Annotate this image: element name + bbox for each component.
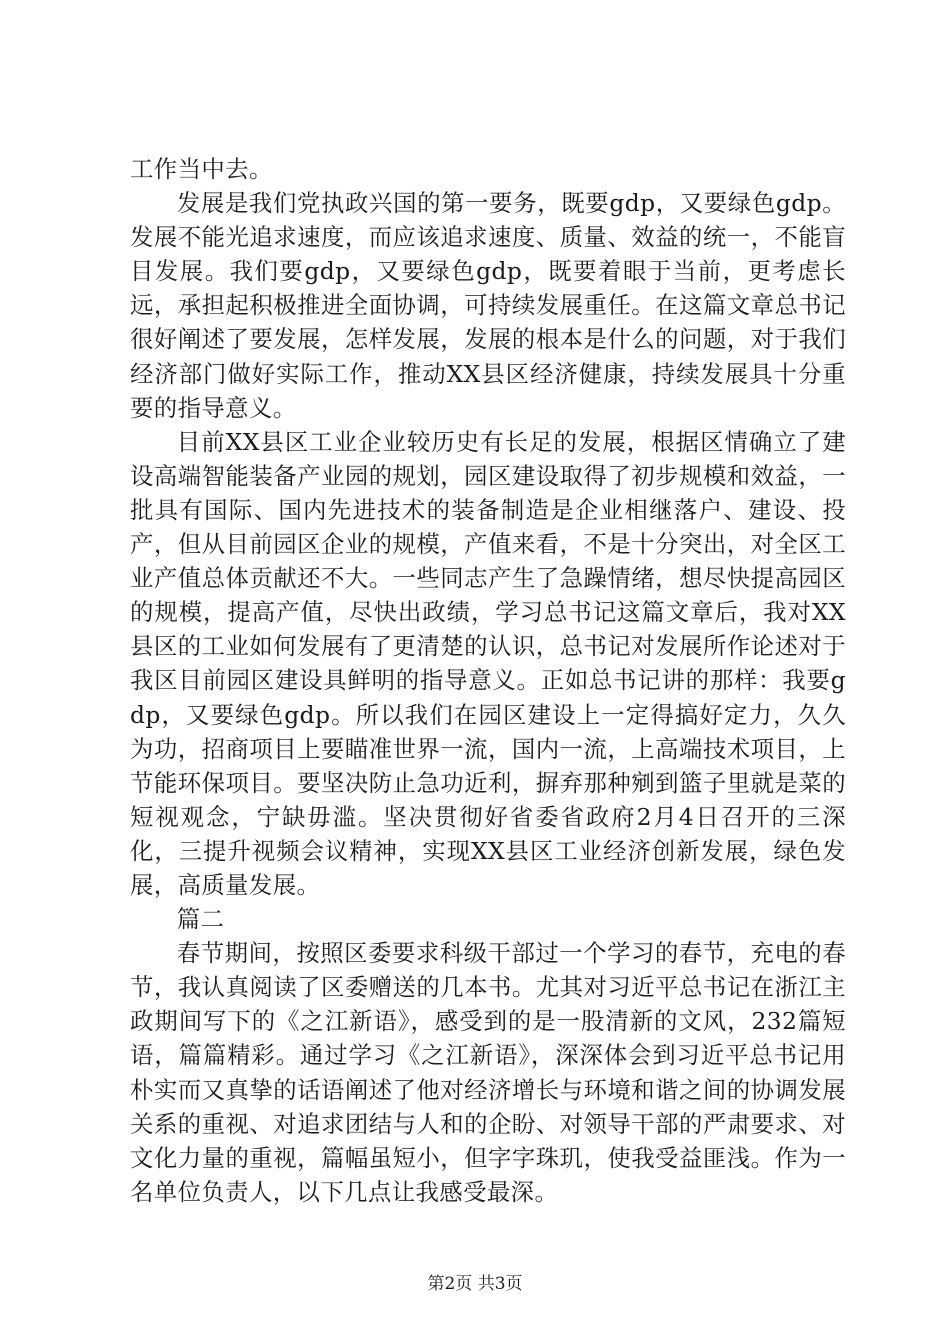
document-body: [130, 152, 846, 1209]
paragraph-development: 发展是我们党执政兴国的第一要务，既要gdp，又要绿色gdp。发展不能光追求速度，而应该追求速度、质量、效益的统一，不能盲目发展。我们要gdp，又要绿色gdp，既要着眼于当前，更考虑长远，承担起积极推进全面协调，可持续发展重任。在这篇文章总书记很好阐述了要发展，怎样发展，发展的根本是什么的问题，对于我们经济部门做好实际工作，推动XX县区经济健康，持续发展具十分重要的指导意义。: [130, 189, 846, 422]
page-number-indicator: 第2页 共3页: [427, 1274, 523, 1294]
paragraph-continuation: 工作当中去。: [130, 155, 273, 183]
section-heading-part-two: 篇二: [176, 905, 225, 934]
paragraph-spring-festival-study: 春节期间，按照区委要求科级干部过一个学习的春节，充电的春节，我认真阅读了区委赠送的几本书。尤其对习近平总书记在浙江主政期间写下的《之江新语》，感受到的是一股清新的文风，232篇短语，篇篇精彩。通过学习《之江新语》，深深体会到习近平总书记用朴实而又真挚的话语阐述了他对经济增长与环境和谐之间的协调发展关系的重视、对追求团结与人和的企盼、对领导干部的严肃要求、对文化力量的重视，篇幅虽短小，但字字珠玑，使我受益匪浅。作为一名单位负责人，以下几点让我感受最深。: [130, 939, 846, 1206]
paragraph-industrial-park: 目前XX县区工业企业较历史有长足的发展，根据区情确立了建设高端智能装备产业园的规划，园区建设取得了初步规模和效益，一批具有国际、国内先进技术的装备制造是企业相继落户、建设、投产，但从目前园区企业的规模，产值来看，不是十分突出，对全区工业产值总体贡献还不大。一些同志产生了急躁情绪，想尽快提高园区的规模，提高产值，尽快出政绩，学习总书记这篇文章后，我对XX县区的工业如何发展有了更清楚的认识，总书记对发展所作论述对于我区目前园区建设具鲜明的指导意义。正如总书记讲的那样：我要gdp，又要绿色gdp。所以我们在园区建设上一定得搞好定力，久久为功，招商项目上要瞄准世界一流，国内一流，上高端技术项目，上节能环保项目。要坚决防止急功近利，摒弃那种剜到篮子里就是菜的短视观念，宁缺毋滥。坚决贯彻好省委省政府2月4日召开的三深化，三提升视频会议精神，实现XX县区工业经济创新发展，绿色发展，高质量发展。: [130, 427, 846, 899]
page-footer: [0, 1273, 950, 1295]
